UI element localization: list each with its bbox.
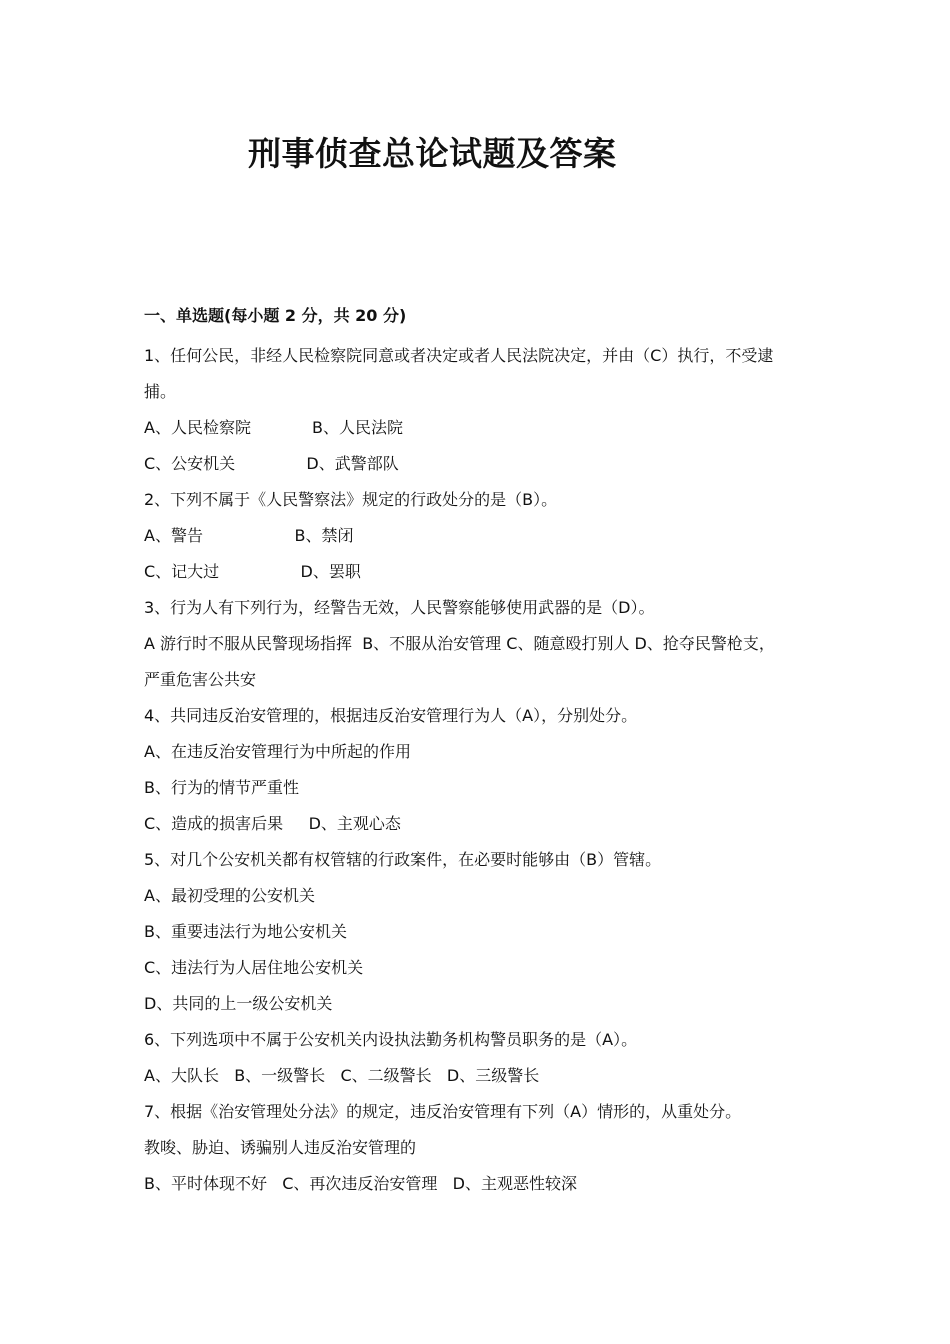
text-line: A、人民检察院 B、人民法院 <box>144 418 403 437</box>
text-line: D、共同的上一级公安机关 <box>144 994 333 1013</box>
text-line: 严重危害公共安 <box>144 670 257 689</box>
text-line: C、公安机关 D、武警部队 <box>144 454 399 473</box>
text-line: 2、下列不属于《人民警察法》规定的行政处分的是（B）。 <box>144 490 558 509</box>
text-line: 5、对几个公安机关都有权管辖的行政案件，在必要时能够由（B）管辖。 <box>144 850 662 869</box>
text-line: B、行为的情节严重性 <box>144 778 299 797</box>
text-line: 3、行为人有下列行为，经警告无效，人民警察能够使用武器的是（D）。 <box>144 598 655 617</box>
text-line: 捕。 <box>144 382 177 401</box>
text-line: 4、共同违反治安管理的，根据违反治安管理行为人（A），分别处分。 <box>144 706 638 725</box>
text-line: 教唆、胁迫、诱骗别人违反治安管理的 <box>144 1138 417 1157</box>
text-line: A 游行时不服从民警现场指挥 B、不服从治安管理 C、随意殴打别人 D、抢夺民警枪支， <box>144 634 775 653</box>
text-line: A、最初受理的公安机关 <box>144 886 315 905</box>
section-heading: 一、单选题(每小题 2 分，共 20 分) <box>144 306 407 325</box>
question-body <box>144 338 816 1202</box>
document-title: 刑事侦查总论试题及答案 <box>248 134 617 173</box>
text-line: B、平时体现不好 C、再次违反治安管理 D、主观恶性较深 <box>144 1174 577 1193</box>
text-line: A、大队长 B、一级警长 C、二级警长 D、三级警长 <box>144 1066 540 1085</box>
text-line: A、警告 B、禁闭 <box>144 526 354 545</box>
text-line: C、造成的损害后果 D、主观心态 <box>144 814 401 833</box>
text-line: B、重要违法行为地公安机关 <box>144 922 347 941</box>
text-line: C、记大过 D、罢职 <box>144 562 361 581</box>
text-line: C、违法行为人居住地公安机关 <box>144 958 364 977</box>
text-line: 1、任何公民，非经人民检察院同意或者决定或者人民法院决定，并由（C）执行，不受逮 <box>144 346 774 365</box>
text-line: 6、下列选项中不属于公安机关内设执法勤务机构警员职务的是（A）。 <box>144 1030 638 1049</box>
text-line: A、在违反治安管理行为中所起的作用 <box>144 742 411 761</box>
text-line: 7、根据《治安管理处分法》的规定，违反治安管理有下列（A）情形的，从重处分。 <box>144 1102 742 1121</box>
